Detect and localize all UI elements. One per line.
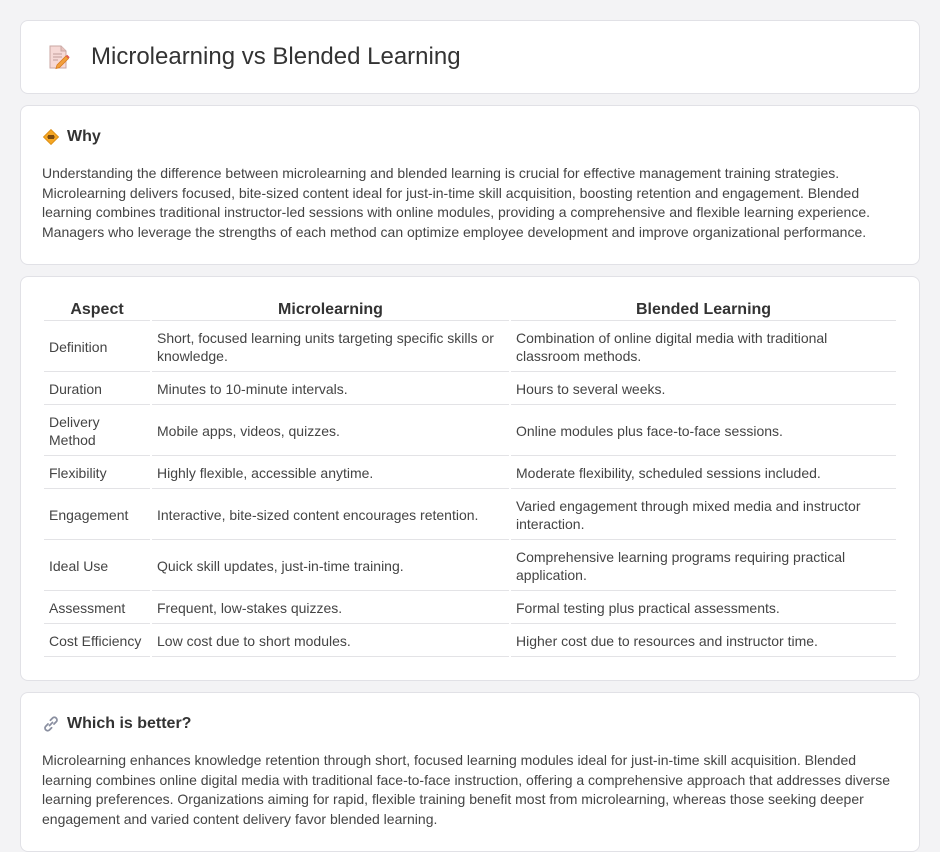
table-row — [44, 458, 896, 489]
which-is-better-text: Microlearning enhances knowledge retention through short, focused learning modules ideal for just-in-time skill acquisition. Blended learning combines online digital media with traditional face-to-face instruction, offering a comprehensive approach that addresses diverse learning preferences. Organizations aiming for rapid, flexible training benefit most from microlearning, whereas those seeking deeper engagement and varied content delivery favor blended learning. — [42, 752, 890, 827]
row-microlearning: Mobile apps, videos, quizzes. — [152, 407, 509, 456]
row-aspect: Ideal Use — [44, 542, 150, 591]
table-row — [44, 407, 896, 456]
row-blended: Combination of online digital media with traditional classroom methods. — [511, 323, 896, 372]
comparison-table — [42, 297, 898, 659]
table-row — [44, 323, 896, 372]
header-card — [20, 20, 920, 94]
row-microlearning: Highly flexible, accessible anytime. — [152, 458, 509, 489]
table-row — [44, 593, 896, 624]
row-microlearning: Frequent, low-stakes quizzes. — [152, 593, 509, 624]
table-row — [44, 374, 896, 405]
why-text: Understanding the difference between microlearning and blended learning is crucial for effective management training strategies. Microlearning delivers focused, bite-sized content ideal for just-in-time skill acquisition, boosting retention and engagement. Blended learning combines traditional instructor-led sessions with online modules, providing a comprehensive and flexible learning experience. Managers who leverage the strengths of each method can optimize employee development and improve organizational performance. — [42, 165, 871, 240]
row-blended: Higher cost due to resources and instructor time. — [511, 626, 896, 657]
row-blended: Formal testing plus practical assessments. — [511, 593, 896, 624]
row-microlearning: Quick skill updates, just-in-time training. — [152, 542, 509, 591]
why-heading-label: Why — [67, 128, 101, 145]
row-blended: Moderate flexibility, scheduled sessions included. — [511, 458, 896, 489]
why-section — [20, 105, 920, 265]
row-blended: Online modules plus face-to-face sessions. — [511, 407, 896, 456]
diamond-sign-icon — [42, 128, 60, 146]
row-aspect: Flexibility — [44, 458, 150, 489]
link-icon — [42, 715, 60, 733]
header-blended-learning: Blended Learning — [511, 299, 896, 321]
row-blended: Hours to several weeks. — [511, 374, 896, 405]
document-pencil-icon — [43, 42, 73, 72]
which-is-better-label: Which is better? — [67, 715, 192, 732]
comparison-table-card — [20, 276, 920, 681]
table-row — [44, 626, 896, 657]
table-header-row — [44, 299, 896, 321]
page-title: Microlearning vs Blended Learning — [91, 43, 461, 70]
table-row — [44, 491, 896, 540]
row-microlearning: Interactive, bite-sized content encourages retention. — [152, 491, 509, 540]
header-microlearning: Microlearning — [152, 299, 509, 321]
which-is-better-section — [20, 692, 920, 852]
row-microlearning: Low cost due to short modules. — [152, 626, 509, 657]
table-row — [44, 542, 896, 591]
which-is-better-heading — [42, 715, 898, 733]
row-microlearning: Minutes to 10-minute intervals. — [152, 374, 509, 405]
row-aspect: Assessment — [44, 593, 150, 624]
row-blended: Comprehensive learning programs requiring practical application. — [511, 542, 896, 591]
row-aspect: Duration — [44, 374, 150, 405]
row-blended: Varied engagement through mixed media and instructor interaction. — [511, 491, 896, 540]
header-aspect: Aspect — [44, 299, 150, 321]
row-aspect: Delivery Method — [44, 407, 150, 456]
row-aspect: Definition — [44, 323, 150, 372]
row-aspect: Cost Efficiency — [44, 626, 150, 657]
why-heading — [42, 128, 898, 146]
row-microlearning: Short, focused learning units targeting specific skills or knowledge. — [152, 323, 509, 372]
row-aspect: Engagement — [44, 491, 150, 540]
